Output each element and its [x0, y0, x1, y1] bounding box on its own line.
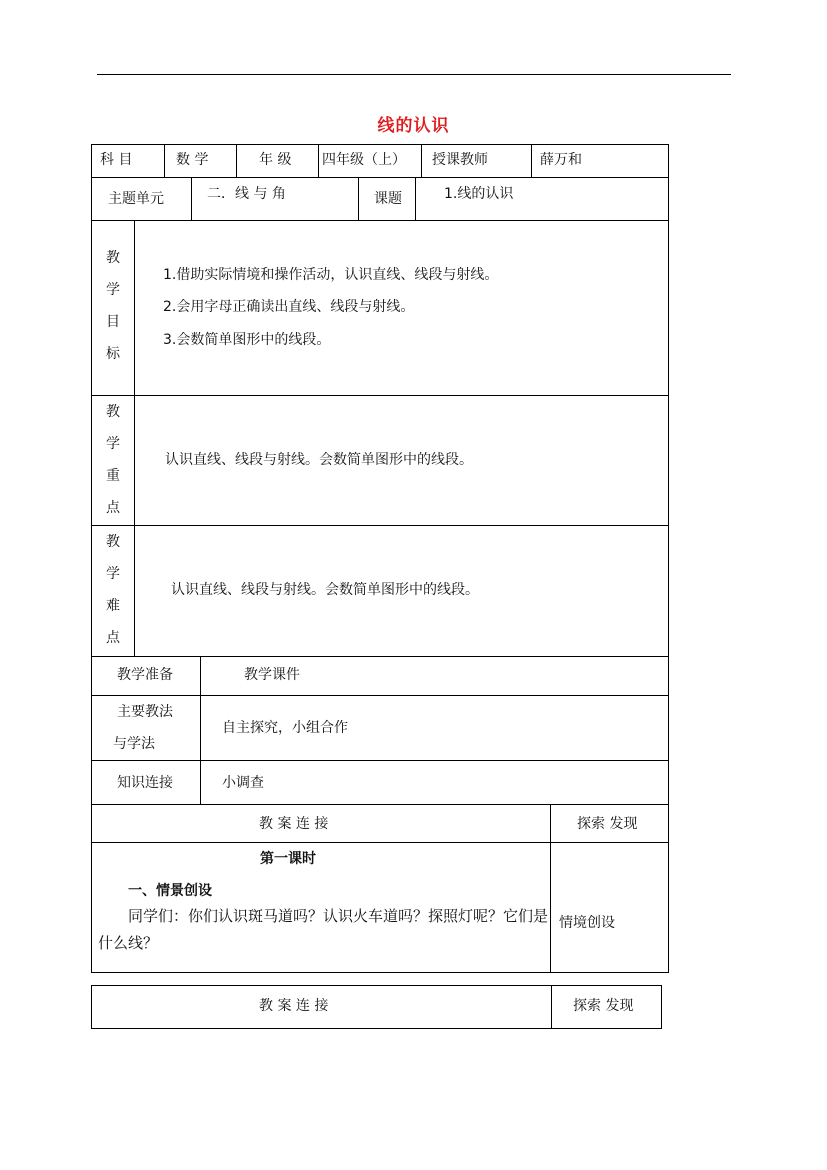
methods-value: 自主探究，小组合作	[222, 720, 348, 736]
lesson-period: 第一课时	[260, 851, 316, 867]
lesson-text-line1: 同学们：你们认识斑马道吗？认识火车道吗？探照灯呢？它们是	[128, 907, 549, 925]
grade-value: 四年级（上）	[322, 152, 406, 168]
page-title: 线的认识	[377, 116, 450, 136]
lesson-value: 1.线的认识	[444, 186, 514, 202]
objective-item: 2.会用字母正确读出直线、线段与射线。	[163, 299, 415, 315]
lesson-section: 一、情景创设	[128, 883, 212, 899]
unit-label: 主题单元	[108, 191, 164, 207]
unit-value: 二．线 与 角	[207, 186, 286, 202]
teacher-value: 薛万和	[540, 152, 582, 168]
plan-header-right: 探索 发现	[577, 816, 638, 832]
grade-label: 年 级	[259, 152, 292, 168]
plan-header-left: 教 案 连 接	[259, 816, 329, 832]
methods-label: 主要教法	[117, 704, 173, 720]
knowledge-value: 小调查	[222, 775, 264, 791]
key-points-text: 认识直线、线段与射线。会数简单图形中的线段。	[165, 452, 473, 468]
header-rule	[97, 74, 731, 75]
knowledge-label: 知识连接	[117, 775, 173, 791]
methods-label-2: 与学法	[113, 736, 155, 752]
objective-item: 1.借助实际情境和操作活动，认识直线、线段与射线。	[163, 267, 499, 283]
preparation-label: 教学准备	[117, 667, 173, 683]
key-points-label: 教 学 重 点	[106, 404, 120, 516]
side-note: 情境创设	[559, 915, 615, 931]
difficulties-text: 认识直线、线段与射线。会数简单图形中的线段。	[171, 582, 479, 598]
lesson-text-line2: 什么线？	[98, 934, 159, 952]
plan-header2-left: 教 案 连 接	[259, 998, 329, 1014]
plan-header2-right: 探索 发现	[573, 998, 634, 1014]
preparation-value: 教学课件	[244, 667, 300, 683]
objectives-label: 教 学 目 标	[106, 250, 120, 362]
difficulties-label: 教 学 难 点	[106, 534, 120, 646]
lesson-label: 课题	[374, 191, 402, 207]
objective-item: 3.会数简单图形中的线段。	[163, 332, 331, 348]
subject-label: 科 目	[100, 152, 133, 168]
subject-value: 数 学	[176, 152, 209, 168]
teacher-label: 授课教师	[432, 152, 488, 168]
